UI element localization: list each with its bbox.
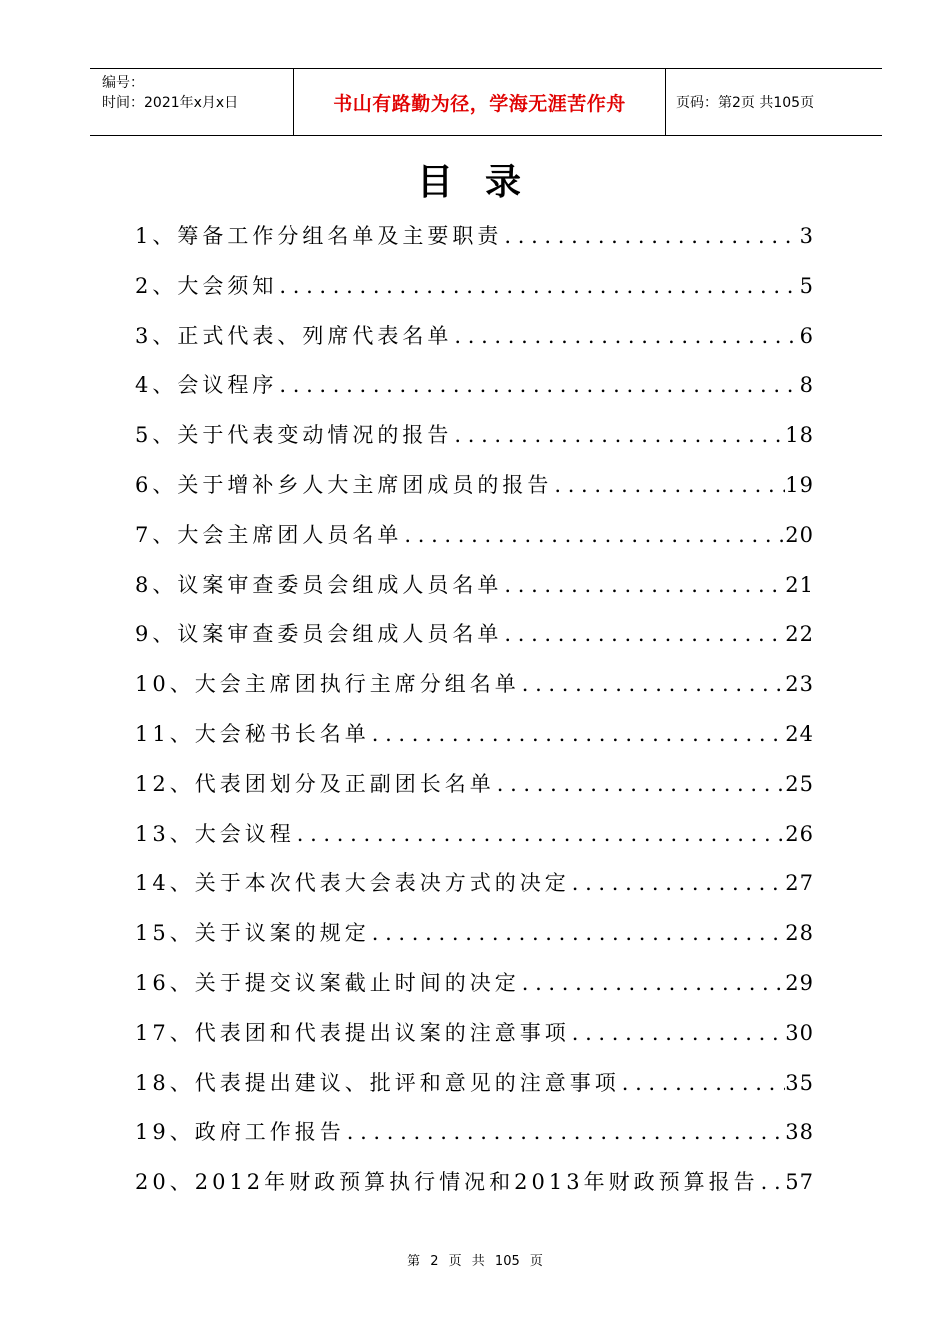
toc-entry-page-number: 18 (785, 423, 814, 448)
toc-entry-page-number: 28 (785, 921, 814, 946)
page-code-text: 页码：第2页 共105页 (676, 95, 815, 111)
toc-leader-dots (277, 361, 799, 411)
toc-entry[interactable] (135, 262, 814, 312)
toc-leader-dots (402, 511, 785, 561)
header-motto (294, 69, 666, 135)
toc-entry-page-number: 29 (785, 970, 814, 995)
header-meta (90, 69, 294, 135)
toc-entry-label: 5、关于代表变动情况的报告 (135, 423, 453, 448)
toc-entry-page-number: 23 (785, 672, 814, 697)
toc-leader-dots (295, 810, 786, 860)
toc-leader-dots (345, 1108, 786, 1158)
toc-entry[interactable] (135, 859, 814, 909)
toc-leader-dots (452, 312, 799, 362)
number-label: 编号： (102, 75, 144, 91)
toc-entry-label: 17、代表团和代表提出议案的注意事项 (135, 1020, 570, 1045)
toc-entry-label: 3、正式代表、列席代表名单 (135, 323, 453, 348)
toc-entry-page-number: 35 (785, 1070, 814, 1095)
toc-entry-page-number: 6 (799, 323, 814, 348)
toc-leader-dots (620, 1059, 786, 1109)
toc-entry-label: 15、关于议案的规定 (135, 921, 370, 946)
toc-entry-label: 14、关于本次代表大会表决方式的决定 (135, 871, 570, 896)
toc-entry-label: 6、关于增补乡人大主席团成员的报告 (135, 472, 553, 497)
toc-leader-dots (502, 561, 785, 611)
toc-entry[interactable] (135, 710, 814, 760)
toc-entry[interactable] (135, 610, 814, 660)
time-label: 时间：2021年x月x日 (102, 95, 239, 111)
toc-entry-label: 9、议案审查委员会组成人员名单 (135, 622, 503, 647)
toc-entry-label: 4、会议程序 (135, 373, 278, 398)
toc-entry-page-number: 19 (785, 472, 814, 497)
toc-leader-dots (552, 461, 785, 511)
toc-entry-label: 16、关于提交议案截止时间的决定 (135, 970, 520, 995)
toc-entry-page-number: 8 (799, 373, 814, 398)
toc-leader-dots (570, 1009, 786, 1059)
toc-leader-dots (759, 1158, 786, 1208)
toc-entry[interactable] (135, 561, 814, 611)
toc-leader-dots (570, 859, 786, 909)
toc-entry[interactable] (135, 760, 814, 810)
toc-entry-label: 1、筹备工作分组名单及主要职责 (135, 224, 503, 248)
toc-entry[interactable] (135, 212, 814, 262)
page-header (90, 68, 882, 136)
toc-entry-label: 8、议案审查委员会组成人员名单 (135, 572, 503, 597)
toc-entry[interactable] (135, 1059, 814, 1109)
toc-entry[interactable] (135, 909, 814, 959)
toc-entry-label: 20、2012年财政预算执行情况和2013年财政预算报告 (135, 1170, 759, 1195)
toc-entry-label: 2、大会须知 (135, 273, 278, 298)
toc-entry[interactable] (135, 660, 814, 710)
toc-leader-dots (520, 660, 786, 710)
toc-entry-label: 13、大会议程 (135, 821, 295, 846)
toc-entry-page-number: 26 (785, 821, 814, 846)
toc-entry-page-number: 38 (785, 1120, 814, 1145)
toc-entry[interactable] (135, 1108, 814, 1158)
toc-entry[interactable] (135, 461, 814, 511)
toc-leader-dots (452, 411, 785, 461)
toc-entry-page-number: 24 (785, 721, 814, 746)
toc-entry-page-number: 30 (785, 1020, 814, 1045)
header-page-code (666, 69, 882, 135)
toc-entry[interactable] (135, 1158, 814, 1208)
toc-entry-page-number: 20 (785, 522, 814, 547)
toc-entry-label: 19、政府工作报告 (135, 1120, 345, 1145)
toc-entry-page-number: 3 (799, 224, 814, 248)
toc-entry[interactable] (135, 959, 814, 1009)
toc-leader-dots (520, 959, 786, 1009)
toc-entry-label: 10、大会主席团执行主席分组名单 (135, 672, 520, 697)
toc-leader-dots (370, 909, 786, 959)
toc-title: 目录 (416, 162, 553, 203)
toc-entry-label: 18、代表提出建议、批评和意见的注意事项 (135, 1070, 620, 1095)
toc-entry-label: 7、大会主席团人员名单 (135, 522, 403, 547)
toc-entry[interactable] (135, 810, 814, 860)
toc-leader-dots (495, 760, 786, 810)
page-footer: 第 2 页 共 105 页 (407, 1254, 543, 1269)
toc-entry-label: 11、大会秘书长名单 (135, 721, 370, 746)
toc-leader-dots (502, 212, 799, 262)
toc-leader-dots (502, 610, 785, 660)
toc-entry-page-number: 57 (785, 1170, 814, 1195)
toc-entry[interactable] (135, 511, 814, 561)
table-of-contents (135, 212, 814, 1208)
toc-leader-dots (277, 262, 799, 312)
toc-entry[interactable] (135, 411, 814, 461)
toc-entry[interactable] (135, 312, 814, 362)
motto-text: 书山有路勤为径，学海无涯苦作舟 (333, 92, 626, 115)
toc-entry-label: 12、代表团划分及正副团长名单 (135, 771, 495, 796)
toc-entry[interactable] (135, 361, 814, 411)
toc-entry-page-number: 25 (785, 771, 814, 796)
toc-entry[interactable] (135, 1009, 814, 1059)
toc-entry-page-number: 22 (785, 622, 814, 647)
toc-entry-page-number: 21 (785, 572, 814, 597)
toc-leader-dots (370, 710, 786, 760)
toc-entry-page-number: 5 (799, 273, 814, 298)
toc-entry-page-number: 27 (785, 871, 814, 896)
